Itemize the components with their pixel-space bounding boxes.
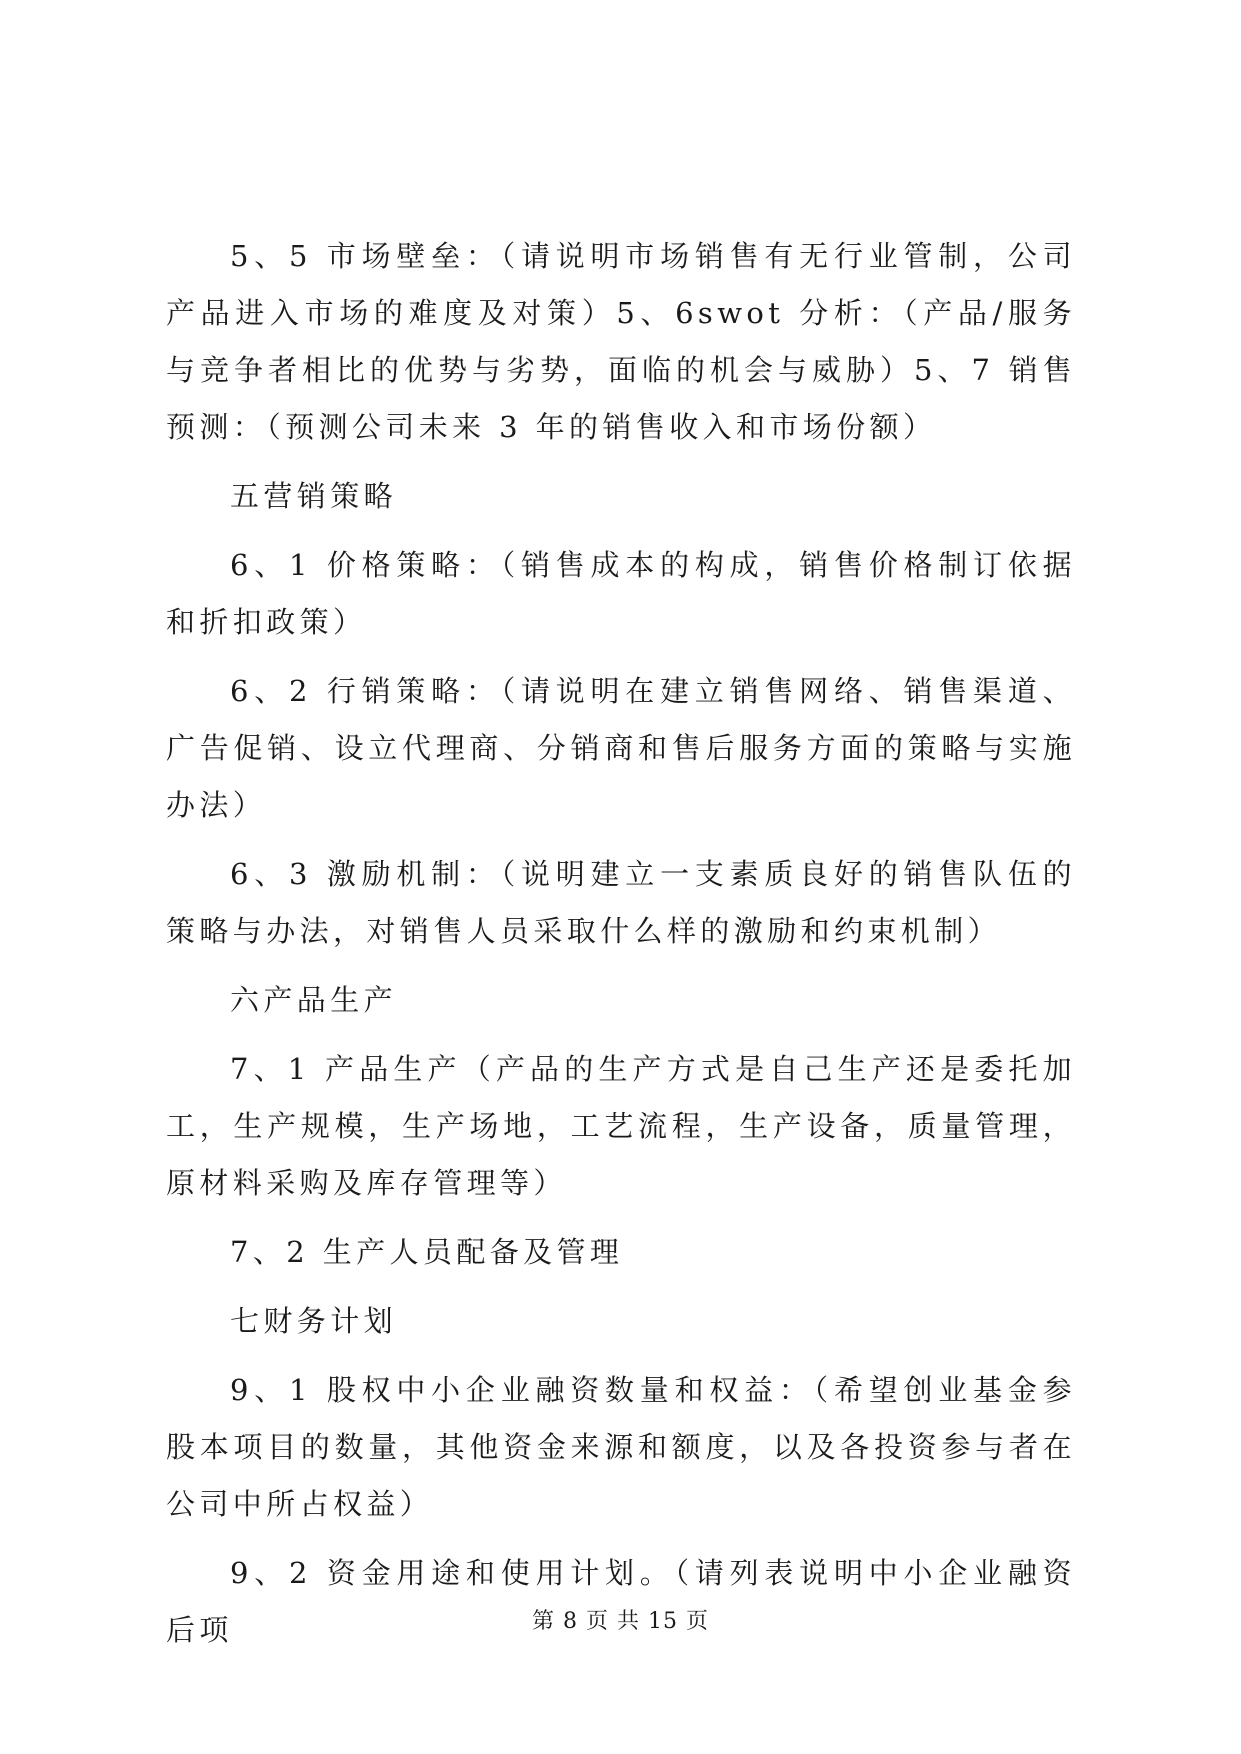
paragraph-sales-strategy: 6、2 行销策略：（请说明在建立销售网络、销售渠道、广告促销、设立代理商、分销商和售后服务方面的策略与实施办法）	[166, 674, 1076, 822]
section-heading-marketing-strategy: 五营销策略	[230, 479, 398, 513]
paragraph-price-strategy: 6、1 价格策略：（销售成本的构成，销售价格制订依据和折扣政策）	[166, 548, 1076, 639]
paragraph-fund-usage: 9、2 资金用途和使用计划。（请列表说明中小企业融资后项	[166, 1556, 1076, 1647]
paragraph-equity-financing: 9、1 股权中小企业融资数量和权益：（希望创业基金参股本项目的数量，其他资金来源和额度，以及各投资参与者在公司中所占权益）	[166, 1373, 1076, 1521]
paragraph-product-production: 7、1 产品生产（产品的生产方式是自己生产还是委托加工，生产规模，生产场地，工艺流程，生产设备，质量管理，原材料采购及库存管理等）	[166, 1052, 1076, 1200]
page-number-footer: 第 8 页 共 15 页	[532, 1609, 709, 1634]
section-heading-production: 六产品生产	[230, 983, 398, 1017]
section-heading-financial-plan: 七财务计划	[230, 1304, 398, 1338]
paragraph-market-barriers: 5、5 市场壁垒：（请说明市场销售有无行业管制，公司产品进入市场的难度及对策）5、6swot 分析：（产品/服务与竞争者相比的优势与劣势，面临的机会与威胁）5、7 销售预测：（预测公司未来 3 年的销售收入和市场份额）	[166, 239, 1076, 444]
document-body	[166, 228, 1076, 1671]
paragraph-production-staffing: 7、2 生产人员配备及管理	[230, 1235, 624, 1269]
paragraph-incentive-mechanism: 6、3 激励机制：（说明建立一支素质良好的销售队伍的策略与办法，对销售人员采取什么样的激励和约束机制）	[166, 857, 1076, 948]
